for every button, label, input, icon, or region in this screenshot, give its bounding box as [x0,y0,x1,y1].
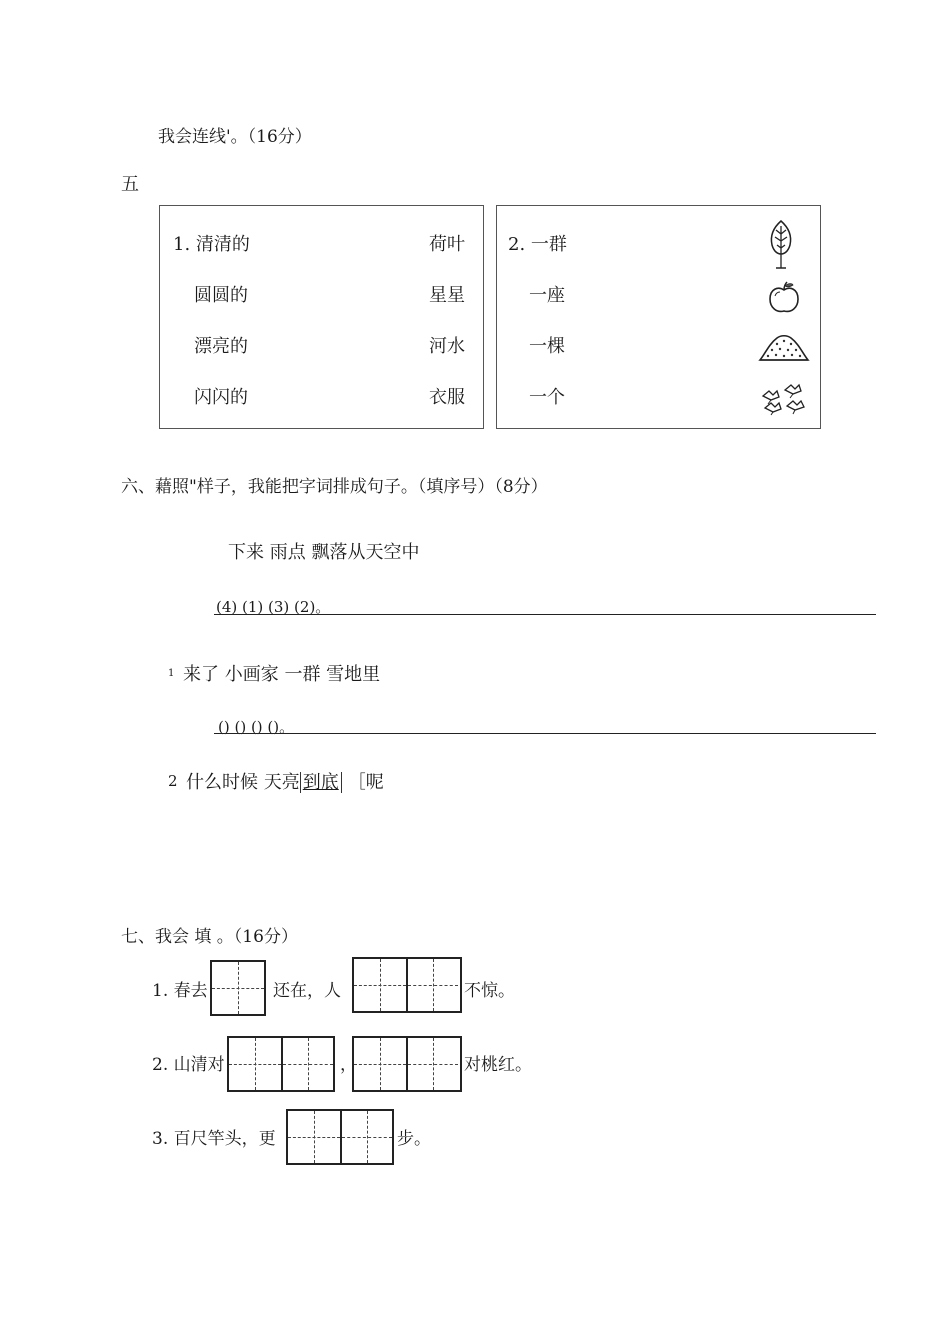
match-left-item: 一座 [529,285,565,306]
fill-line-2-prefix: 2. 山清对 [152,1055,225,1075]
question-2-words-b: 到底 [300,772,342,793]
apple-icon [766,280,802,316]
section7-title: 七、我会 填 。（16分） [121,927,298,947]
question-1-answer[interactable]: () () () ()。 [218,718,295,736]
match-right-item: 星星 [429,285,465,306]
question-2-words [186,768,384,794]
match-left-item: 漂亮的 [194,336,248,357]
match-left-item: 2. 一群 [508,234,567,255]
question-2-words-a: 什么时候 天亮 [186,772,300,793]
section5-number: 五 [121,174,139,195]
answer-line [214,614,876,615]
writing-grid[interactable] [352,957,462,1013]
writing-grid[interactable] [352,1036,462,1092]
birds-icon [759,382,809,418]
match-left-item: 一棵 [529,336,565,357]
match-right-item: 河水 [429,336,465,357]
fill-line-3-suffix: 步。 [397,1129,431,1149]
grid-cell[interactable] [212,962,264,1014]
grid-cell[interactable] [281,1038,333,1090]
example-answer: (4) (1) (3) (2)。 [216,598,331,616]
grid-cell[interactable] [354,1038,406,1090]
grid-cell[interactable] [354,959,406,1011]
writing-grid[interactable] [227,1036,335,1092]
match-box-1 [159,205,484,429]
question-number: 2 [168,772,178,790]
section5-title: 我会连线'。（16分） [158,127,312,147]
grid-cell[interactable] [288,1111,340,1163]
hill-icon [757,330,811,366]
fill-line-2-comma: ， [340,1055,357,1075]
match-right-item: 衣服 [429,387,465,408]
section6-title: 六、藉照"样子，我能把字词排成句子。（填序号）（8分） [121,477,548,497]
fill-line-2-suffix: 对桃红。 [464,1055,532,1075]
match-box-2 [496,205,821,429]
fill-line-1-middle: 还在，人 [273,981,341,1001]
match-left-item: 1. 清清的 [173,234,250,255]
tree-icon [765,218,797,270]
grid-cell[interactable] [340,1111,392,1163]
fill-line-3-prefix: 3. 百尺竿头，更 [152,1129,276,1149]
question-2-words-c: ［呢 [347,772,384,793]
grid-cell[interactable] [406,1038,458,1090]
writing-grid[interactable] [210,960,266,1016]
grid-cell[interactable] [229,1038,281,1090]
match-left-item: 圆圆的 [194,285,248,306]
match-left-item: 闪闪的 [194,387,248,408]
match-right-item: 荷叶 [429,234,465,255]
answer-line [214,733,876,734]
match-left-item: 一个 [529,387,565,408]
fill-line-1-prefix: 1. 春去 [152,981,208,1001]
question-number: 1 [168,668,175,679]
writing-grid[interactable] [286,1109,394,1165]
fill-line-1-suffix: 不惊。 [464,981,515,1001]
grid-cell[interactable] [406,959,458,1011]
question-1-words: 来了 小画家 一群 雪地里 [183,664,381,685]
example-words: 下来 雨点 飘落从天空中 [228,542,420,563]
